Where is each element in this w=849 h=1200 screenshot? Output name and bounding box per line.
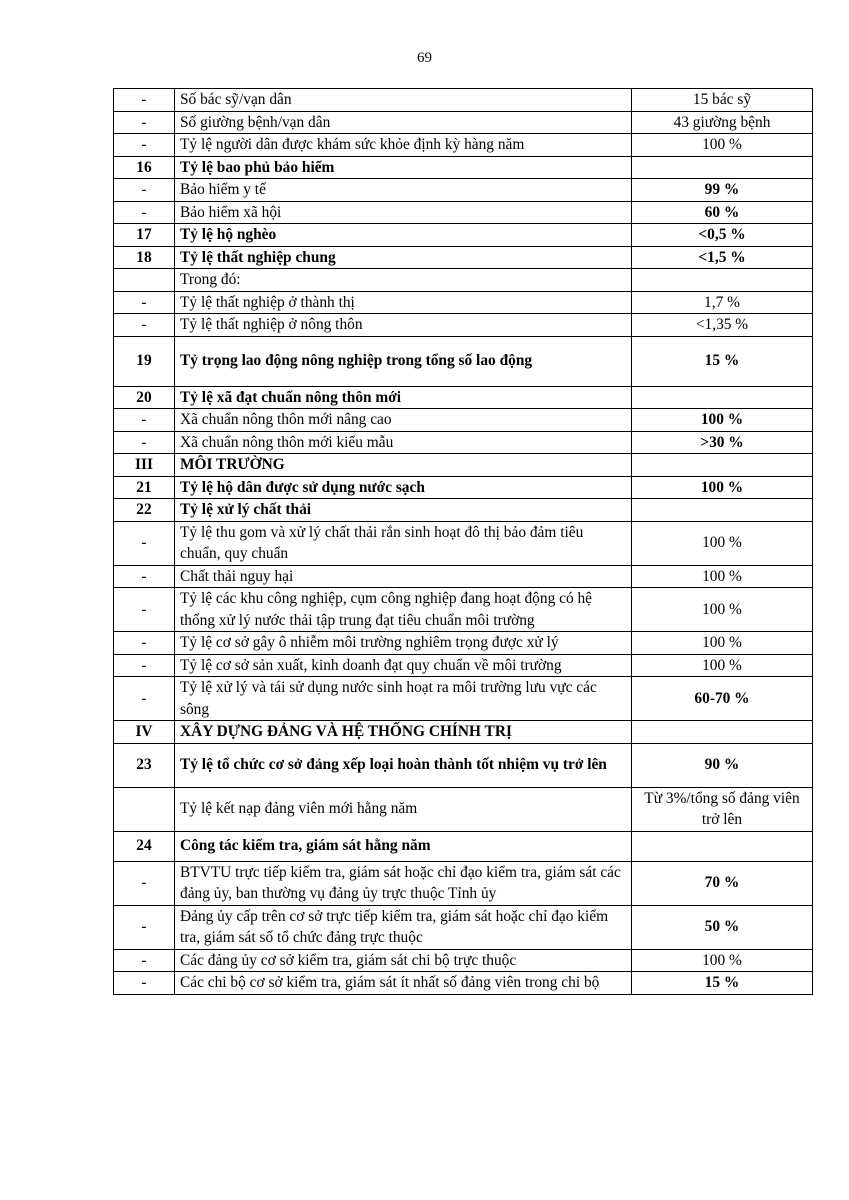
indicator-label-cell: Tỷ lệ tổ chức cơ sở đảng xếp loại hoàn thành tốt nhiệm vụ trở lên (175, 743, 632, 787)
indicator-label-cell: Các chi bộ cơ sở kiểm tra, giám sát ít nhất số đảng viên trong chi bộ (175, 972, 632, 995)
target-value-cell: 15 bác sỹ (632, 89, 813, 112)
row-number-cell: 22 (114, 499, 175, 522)
target-value-cell: 15 % (632, 336, 813, 386)
target-value-cell: 100 % (632, 134, 813, 157)
indicator-label-cell: Tỷ lệ cơ sở gây ô nhiễm môi trường nghiêm trọng được xử lý (175, 632, 632, 655)
row-number-cell: - (114, 111, 175, 134)
target-value-cell: 100 % (632, 632, 813, 655)
table-row (114, 677, 813, 721)
row-number-cell: - (114, 588, 175, 632)
indicator-label-cell: Tỷ lệ xử lý và tái sử dụng nước sinh hoạt ra môi trường lưu vực các sông (175, 677, 632, 721)
table-row (114, 588, 813, 632)
target-value-cell (632, 721, 813, 744)
row-number-cell: 18 (114, 246, 175, 269)
target-value-cell (632, 499, 813, 522)
indicator-label-cell: Tỷ lệ thu gom và xử lý chất thải rắn sinh hoạt đô thị bảo đảm tiêu chuẩn, quy chuẩn (175, 521, 632, 565)
indicator-label-cell: Bảo hiểm xã hội (175, 201, 632, 224)
indicator-label-cell: Tỷ lệ hộ dân được sử dụng nước sạch (175, 476, 632, 499)
table-row (114, 499, 813, 522)
indicator-label-cell: Công tác kiểm tra, giám sát hằng năm (175, 831, 632, 861)
indicator-label-cell: Tỷ lệ bao phủ bảo hiểm (175, 156, 632, 179)
row-number-cell: - (114, 677, 175, 721)
row-number-cell: - (114, 179, 175, 202)
table-row (114, 156, 813, 179)
indicator-label-cell: Các đảng ủy cơ sở kiểm tra, giám sát chi bộ trực thuộc (175, 949, 632, 972)
table-row (114, 787, 813, 831)
table-row (114, 246, 813, 269)
indicator-label-cell: XÂY DỰNG ĐẢNG VÀ HỆ THỐNG CHÍNH TRỊ (175, 721, 632, 744)
table-row (114, 905, 813, 949)
row-number-cell: 24 (114, 831, 175, 861)
target-value-cell: 70 % (632, 861, 813, 905)
indicator-label-cell: Số bác sỹ/vạn dân (175, 89, 632, 112)
indicator-table-body (114, 89, 813, 995)
table-row (114, 654, 813, 677)
row-number-cell: III (114, 454, 175, 477)
target-value-cell: 100 % (632, 654, 813, 677)
indicator-label-cell: Tỷ lệ hộ nghèo (175, 224, 632, 247)
indicator-label-cell: Xã chuẩn nông thôn mới kiểu mẫu (175, 431, 632, 454)
row-number-cell: - (114, 409, 175, 432)
table-row (114, 336, 813, 386)
target-value-cell: 100 % (632, 521, 813, 565)
indicator-label-cell: Tỷ lệ thất nghiệp ở nông thôn (175, 314, 632, 337)
target-value-cell (632, 831, 813, 861)
table-row (114, 565, 813, 588)
table-row (114, 431, 813, 454)
row-number-cell: 23 (114, 743, 175, 787)
table-row (114, 111, 813, 134)
table-row (114, 521, 813, 565)
table-row (114, 743, 813, 787)
indicator-label-cell: Tỷ lệ cơ sở sản xuất, kinh doanh đạt quy chuẩn về môi trường (175, 654, 632, 677)
indicator-label-cell: Đảng ủy cấp trên cơ sở trực tiếp kiểm tra, giám sát hoặc chỉ đạo kiểm tra, giám sát số tổ chức đảng trực thuộc (175, 905, 632, 949)
indicator-label-cell: Bảo hiểm y tế (175, 179, 632, 202)
target-value-cell (632, 386, 813, 409)
row-number-cell: 17 (114, 224, 175, 247)
page-number: 69 (417, 50, 432, 66)
target-value-cell: 100 % (632, 949, 813, 972)
table-row (114, 89, 813, 112)
row-number-cell: IV (114, 721, 175, 744)
indicator-label-cell: BTVTU trực tiếp kiểm tra, giám sát hoặc chỉ đạo kiểm tra, giám sát các đảng ủy, ban thường vụ đảng ủy trực thuộc Tỉnh ủy (175, 861, 632, 905)
table-row (114, 831, 813, 861)
row-number-cell (114, 787, 175, 831)
target-value-cell: 60-70 % (632, 677, 813, 721)
indicator-label-cell: Số giường bệnh/vạn dân (175, 111, 632, 134)
target-value-cell: 60 % (632, 201, 813, 224)
indicator-label-cell: Tỷ trọng lao động nông nghiệp trong tổng số lao động (175, 336, 632, 386)
row-number-cell: 16 (114, 156, 175, 179)
target-value-cell (632, 156, 813, 179)
row-number-cell: - (114, 654, 175, 677)
row-number-cell: - (114, 632, 175, 655)
table-row (114, 454, 813, 477)
table-row (114, 721, 813, 744)
target-value-cell: Từ 3%/tổng số đảng viên trở lên (632, 787, 813, 831)
target-value-cell: 100 % (632, 476, 813, 499)
indicator-label-cell: Xã chuẩn nông thôn mới nâng cao (175, 409, 632, 432)
row-number-cell: - (114, 972, 175, 995)
target-value-cell: 100 % (632, 565, 813, 588)
indicator-label-cell: MÔI TRƯỜNG (175, 454, 632, 477)
target-value-cell: 99 % (632, 179, 813, 202)
row-number-cell: - (114, 314, 175, 337)
table-row (114, 134, 813, 157)
row-number-cell: - (114, 861, 175, 905)
target-value-cell: 15 % (632, 972, 813, 995)
target-value-cell: <1,35 % (632, 314, 813, 337)
target-value-cell (632, 454, 813, 477)
indicator-label-cell: Tỷ lệ các khu công nghiệp, cụm công nghiệp đang hoạt động có hệ thống xử lý nước thải tập trung đạt tiêu chuẩn môi trường (175, 588, 632, 632)
indicator-label-cell: Chất thải nguy hại (175, 565, 632, 588)
indicator-label-cell: Tỷ lệ thất nghiệp ở thành thị (175, 291, 632, 314)
indicator-label-cell: Tỷ lệ kết nạp đảng viên mới hằng năm (175, 787, 632, 831)
row-number-cell: - (114, 201, 175, 224)
target-value-cell: 50 % (632, 905, 813, 949)
indicator-label-cell: Tỷ lệ người dân được khám sức khỏe định kỳ hàng năm (175, 134, 632, 157)
row-number-cell: - (114, 565, 175, 588)
target-value-cell (632, 269, 813, 292)
row-number-cell: - (114, 905, 175, 949)
table-row (114, 314, 813, 337)
table-row (114, 861, 813, 905)
indicator-label-cell: Tỷ lệ xử lý chất thải (175, 499, 632, 522)
indicator-label-cell: Trong đó: (175, 269, 632, 292)
indicator-label-cell: Tỷ lệ thất nghiệp chung (175, 246, 632, 269)
table-row (114, 949, 813, 972)
row-number-cell: - (114, 521, 175, 565)
row-number-cell: - (114, 89, 175, 112)
row-number-cell: 19 (114, 336, 175, 386)
target-value-cell: <0,5 % (632, 224, 813, 247)
target-value-cell: 43 giường bệnh (632, 111, 813, 134)
target-value-cell: 100 % (632, 409, 813, 432)
table-row (114, 476, 813, 499)
table-row (114, 972, 813, 995)
row-number-cell: - (114, 134, 175, 157)
target-value-cell: 100 % (632, 588, 813, 632)
table-row (114, 224, 813, 247)
table-row (114, 632, 813, 655)
target-value-cell: >30 % (632, 431, 813, 454)
table-row (114, 179, 813, 202)
row-number-cell: - (114, 291, 175, 314)
target-value-cell: 1,7 % (632, 291, 813, 314)
row-number-cell: - (114, 431, 175, 454)
table-row (114, 409, 813, 432)
table-row (114, 386, 813, 409)
table-row (114, 201, 813, 224)
indicator-label-cell: Tỷ lệ xã đạt chuẩn nông thôn mới (175, 386, 632, 409)
row-number-cell: - (114, 949, 175, 972)
row-number-cell (114, 269, 175, 292)
table-row (114, 269, 813, 292)
target-value-cell: 90 % (632, 743, 813, 787)
row-number-cell: 21 (114, 476, 175, 499)
indicator-table (113, 88, 813, 995)
table-row (114, 291, 813, 314)
target-value-cell: <1,5 % (632, 246, 813, 269)
row-number-cell: 20 (114, 386, 175, 409)
